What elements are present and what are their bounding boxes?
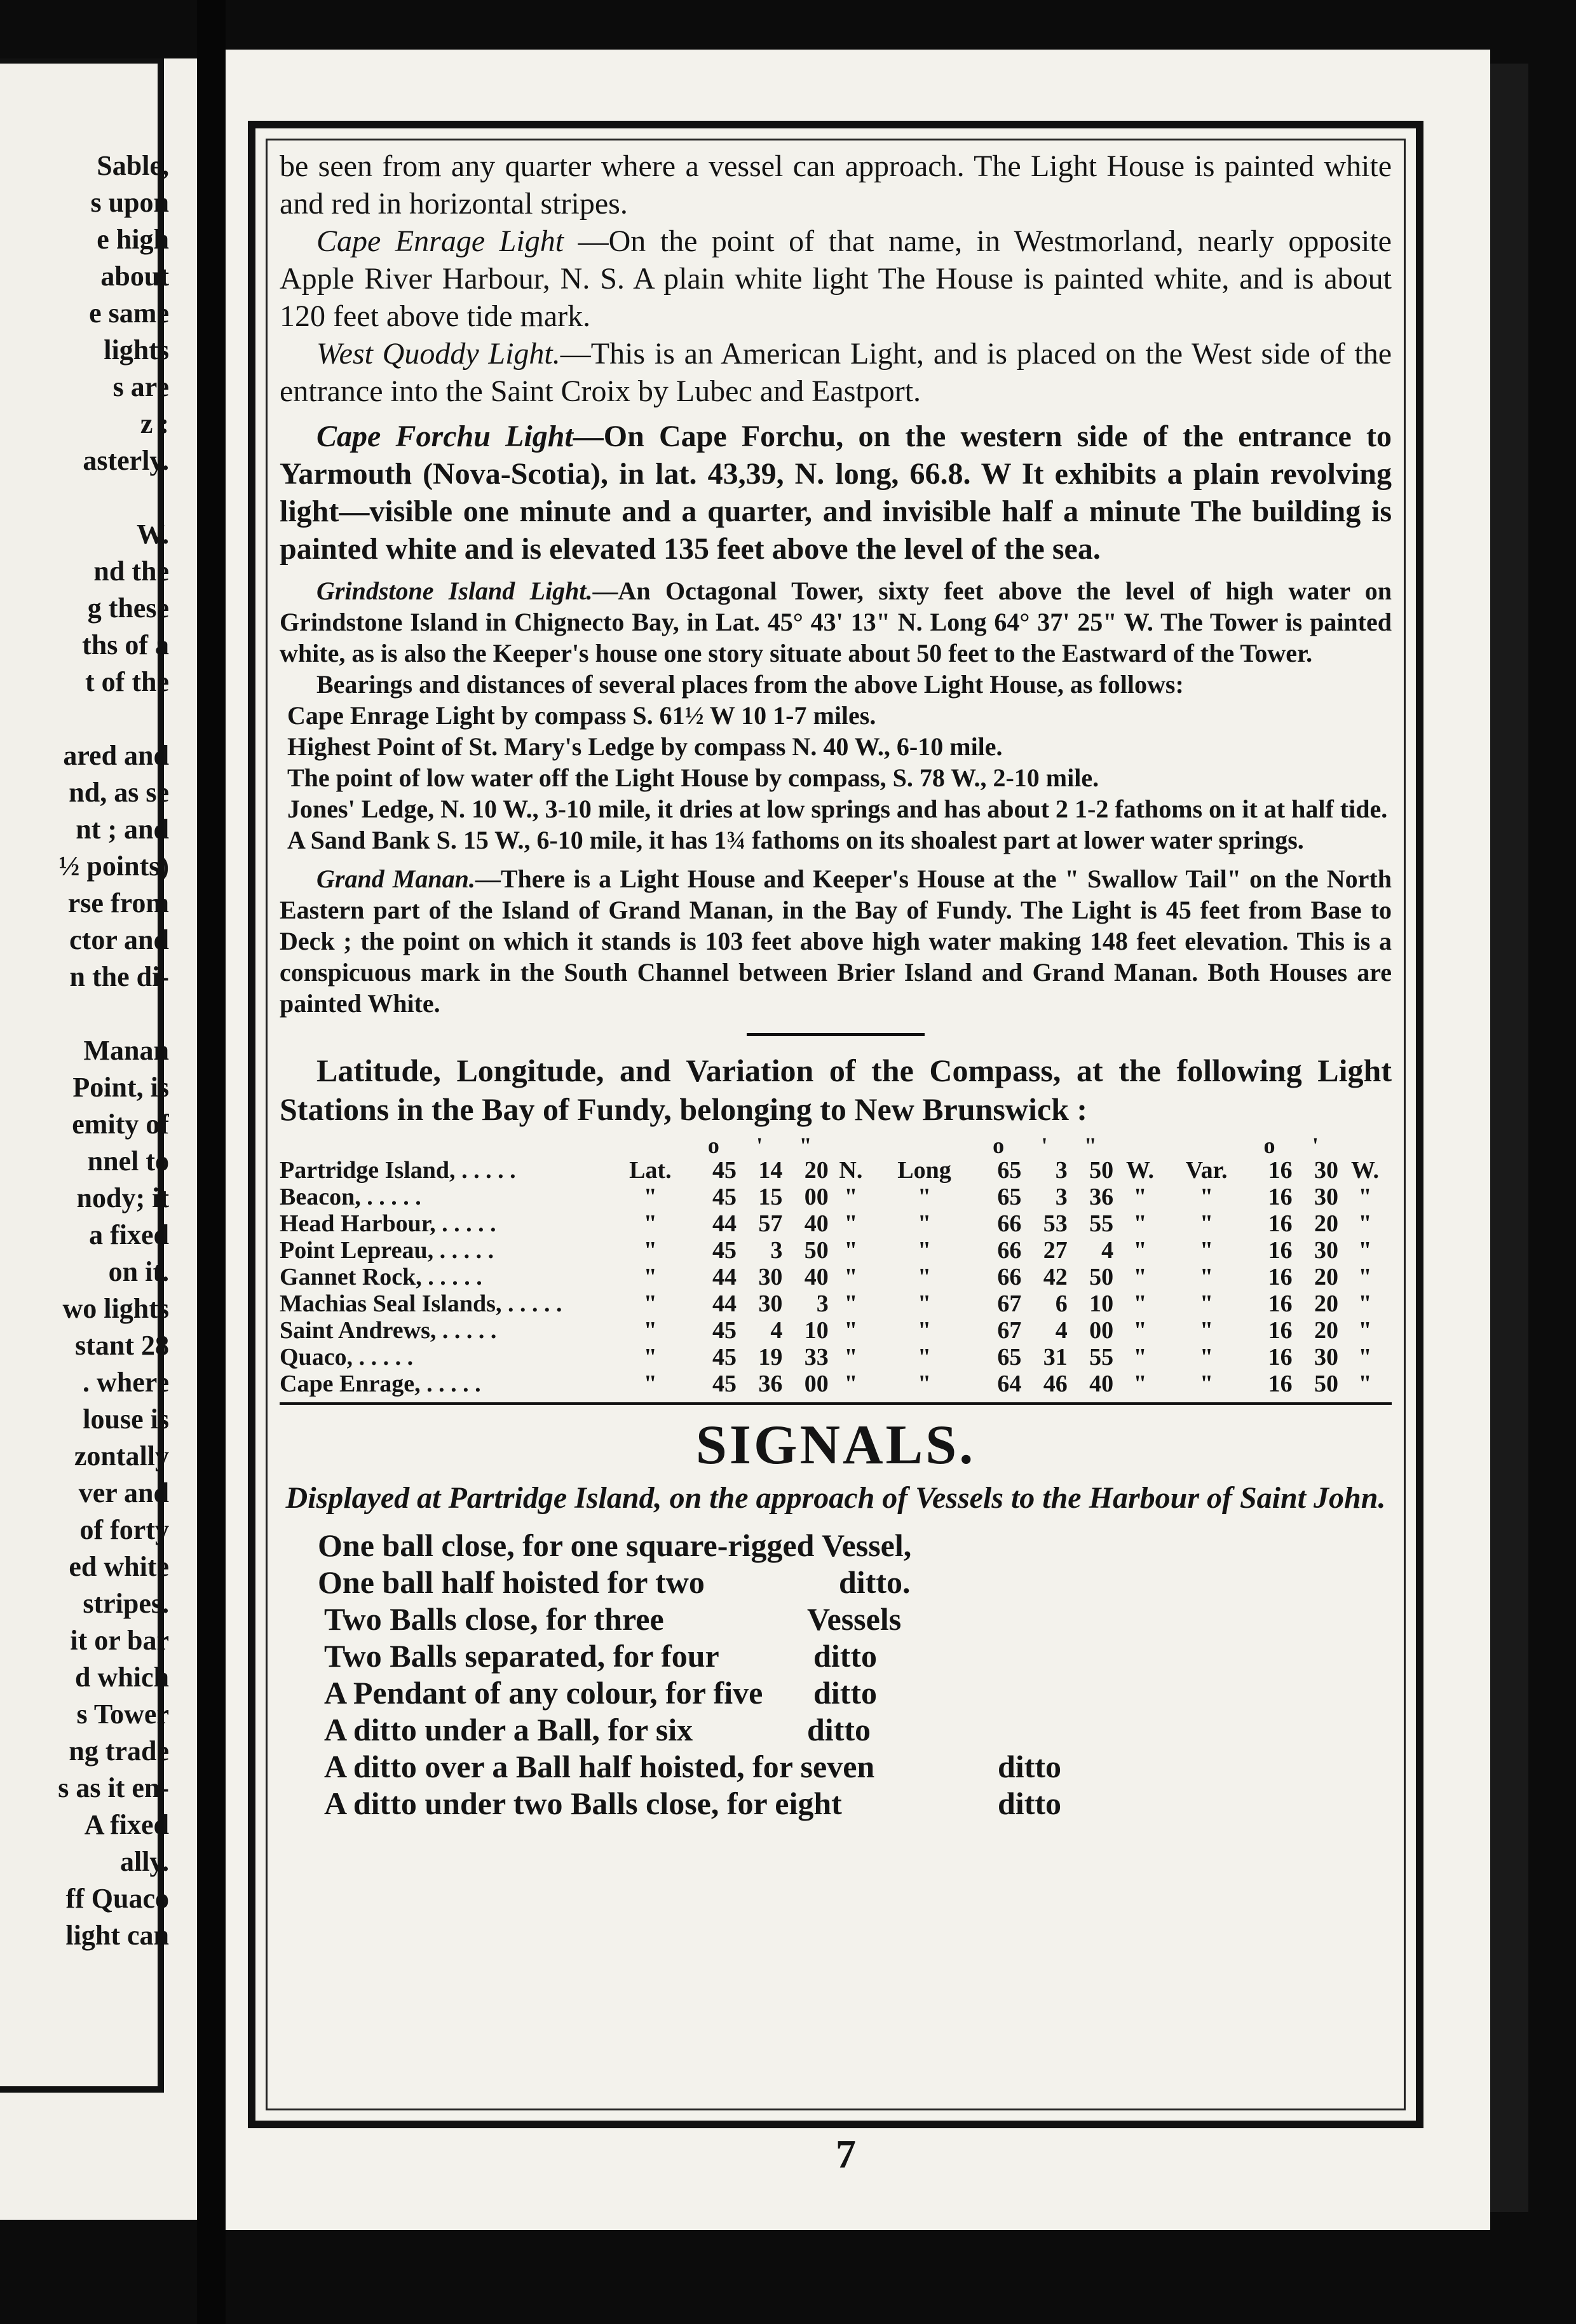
long-hemisphere: W. [1125,1157,1154,1184]
var-label: " [1200,1237,1214,1264]
long-minutes: 3 [1055,1157,1068,1184]
previous-page-line: A fixed [84,1809,169,1840]
previous-page-line: wo lights [62,1293,169,1324]
previous-page-line: it or bar [70,1625,169,1656]
west-quoddy-title: West Quoddy Light. [316,337,560,371]
long-minutes: 3 [1055,1184,1068,1210]
lat-label: " [643,1210,657,1237]
lat-minutes: 30 [758,1290,783,1317]
long-label: " [917,1264,932,1290]
long-label: " [917,1344,932,1370]
long-label: " [917,1210,932,1237]
long-hemisphere: " [1133,1184,1147,1210]
cape-forchu-entry [280,418,1392,568]
previous-page-line: ff Quaco [65,1883,169,1914]
var-label: " [1200,1290,1214,1317]
page-edge [1490,64,1528,2212]
var-degrees: 16 [1268,1210,1293,1237]
long-seconds: 50 [1089,1157,1114,1184]
previous-page-line: e same [89,297,169,329]
lat-label: " [643,1344,657,1370]
table-row [280,1157,1392,1184]
long-seconds: 50 [1089,1264,1114,1290]
var-direction: " [1358,1290,1372,1317]
leader-dots: . . . . . [501,1290,562,1317]
previous-page-line: d which [75,1662,169,1693]
lat-label: Lat. [629,1157,672,1184]
previous-page-line: Point, is [72,1072,169,1103]
leader-dots: . . . . . [420,1370,481,1397]
var-direction: " [1358,1370,1372,1397]
previous-page-line: ally. [119,1846,169,1877]
long-seconds: 4 [1101,1237,1114,1264]
long-seconds: 40 [1089,1370,1114,1397]
page-number: 7 [836,2131,856,2177]
lat-seconds: 40 [804,1264,829,1290]
var-minutes: 50 [1314,1370,1339,1397]
lat-label: " [643,1264,657,1290]
lat-degrees: 44 [712,1290,737,1317]
previous-page-line: lights [104,334,169,366]
var-label: " [1200,1210,1214,1237]
var-direction: " [1358,1317,1372,1344]
var-degrees: 16 [1268,1317,1293,1344]
degree-symbol: ' [1312,1133,1319,1158]
grindstone-entry [280,575,1392,669]
long-seconds: 36 [1089,1184,1114,1210]
previous-page-line: stripes. [83,1588,169,1619]
long-label: " [917,1237,932,1264]
lat-label: " [643,1184,657,1210]
signal-text: One ball half hoisted for two [318,1564,705,1600]
lat-minutes: 14 [758,1157,783,1184]
signal-text: A ditto over a Ball half hoisted, for seven [324,1749,875,1784]
long-label: " [917,1184,932,1210]
var-direction: " [1358,1210,1372,1237]
var-degrees: 16 [1268,1184,1293,1210]
latlong-heading: Latitude, Longitude, and Variation of the Compass, at the following Light Stations in the Bay of Fundy, belonging to New Brunswick : [280,1053,1392,1127]
grindstone-title: Grindstone Island Light. [316,577,593,605]
signal-item [280,1601,1392,1637]
previous-page-line: ver and [78,1477,169,1508]
table-row [280,1290,1392,1317]
west-quoddy-entry [280,335,1392,410]
var-degrees: 16 [1268,1290,1293,1317]
grand-manan-text: —There is a Light House and Keeper's House at the " Swallow Tail" on the North Eastern part of the Island of Grand Manan, in the Bay of Fundy. The Light is 45 feet from Base to Deck ; the point on which it stands is 103 feet above high water making 148 feet elevation. This is a conspicuous mark in the South Channel between Brier Island and Grand Manan. Both Houses are painted White. [280,865,1392,1018]
signal-text: One ball close, for one square-rigged Vessel, [318,1528,912,1563]
degree-symbol [873,1134,975,1157]
long-seconds: 10 [1089,1290,1114,1317]
station-name-text: Head Harbour, [280,1210,436,1237]
previous-page-line: z : [140,408,169,439]
previous-page-line: nd the [93,556,169,587]
signal-item [280,1564,1392,1601]
long-hemisphere: " [1133,1264,1147,1290]
previous-page-line: W. [137,519,169,550]
var-minutes: 30 [1314,1237,1339,1264]
long-minutes: 4 [1055,1317,1068,1344]
var-label: " [1200,1317,1214,1344]
signal-ditto: ditto. [839,1564,911,1600]
long-degrees: 66 [997,1210,1022,1237]
lat-hemisphere: " [844,1237,858,1264]
station-name-text: Point Lepreau, [280,1237,434,1264]
grand-manan-title: Grand Manan. [316,865,475,893]
previous-page-line: louse is [83,1404,169,1435]
previous-page-line: emity of [72,1109,169,1140]
station-name [280,1210,610,1237]
lat-hemisphere: " [844,1210,858,1237]
degree-symbol: o [707,1133,719,1158]
station-name-text: Partridge Island, [280,1157,456,1184]
lat-degrees: 45 [712,1184,737,1210]
previous-page-line: zontally [74,1440,169,1472]
station-name-text: Cape Enrage, [280,1370,421,1397]
lat-minutes: 36 [758,1370,783,1397]
long-minutes: 53 [1043,1210,1068,1237]
book-gutter [197,0,226,2324]
cape-enrage-text: —On the point of that name, in Westmorland, nearly opposite Apple River Harbour, N. S. A plain white light The House is painted white, and is about 120 feet above tide mark. [280,224,1392,333]
long-degrees: 64 [997,1370,1022,1397]
grindstone-text: —An Octagonal Tower, sixty feet above the level of high water on Grindstone Island in Chignecto Bay, in Lat. 45° 43' 13" N. Long 64° 37' 25" W. The Tower is painted white, as is also the Keeper's house one story situate about 50 feet to the Eastward of the Tower. [280,577,1392,667]
var-minutes: 30 [1314,1184,1339,1210]
lat-minutes: 30 [758,1264,783,1290]
previous-page-line: s Tower [76,1699,169,1730]
var-degrees: 16 [1268,1157,1293,1184]
long-degrees: 65 [997,1157,1022,1184]
previous-page-line: g these [87,592,169,624]
signal-ditto: ditto [813,1675,877,1711]
leader-dots: . . . . . [436,1317,497,1344]
station-name-text: Quaco, [280,1344,353,1370]
signals-subtitle [280,1480,1392,1517]
var-direction: " [1358,1344,1372,1370]
long-label: " [917,1317,932,1344]
lat-seconds: 00 [804,1184,829,1210]
lat-minutes: 19 [758,1344,783,1370]
long-degrees: 65 [997,1344,1022,1370]
long-label: " [917,1290,932,1317]
table-row [280,1264,1392,1290]
grand-manan-entry [280,863,1392,1019]
lat-seconds: 50 [804,1237,829,1264]
station-name-text: Machias Seal Islands, [280,1290,502,1317]
var-degrees: 16 [1268,1370,1293,1397]
var-degrees: 16 [1268,1237,1293,1264]
station-name-text: Saint Andrews, [280,1317,437,1344]
long-seconds: 00 [1089,1317,1114,1344]
page-content [280,147,1392,1822]
previous-page-line: nd, as se [69,777,169,808]
leader-dots: . . . . . [421,1264,482,1290]
station-name [280,1237,610,1264]
lat-degrees: 45 [712,1237,737,1264]
previous-page-line: about [100,261,169,292]
var-degrees: 16 [1268,1264,1293,1290]
lat-minutes: 4 [770,1317,783,1344]
leader-dots: . . . . . [435,1210,496,1237]
lat-seconds: 00 [804,1370,829,1397]
var-minutes: 30 [1314,1157,1339,1184]
previous-page-line: s are [112,371,169,402]
long-hemisphere: " [1133,1344,1147,1370]
previous-page-line: s upon [90,187,169,218]
previous-page-line: t of the [85,666,169,697]
west-quoddy-text: —This is an American Light, and is placed on the West side of the entrance into the Saint Croix by Lubec and Eastport. [280,337,1392,408]
previous-page-line: nt ; and [76,814,169,845]
lat-label: " [643,1370,657,1397]
previous-page-line: stant 28 [75,1330,169,1361]
lat-seconds: 40 [804,1210,829,1237]
long-hemisphere: " [1133,1210,1147,1237]
previous-page-line: light can [65,1920,169,1951]
lat-seconds: 10 [804,1317,829,1344]
station-name [280,1184,610,1210]
degree-symbol: o [1263,1133,1275,1158]
signal-ditto: ditto [813,1638,877,1674]
long-seconds: 55 [1089,1210,1114,1237]
signal-ditto: ditto [998,1786,1061,1821]
long-minutes: 31 [1043,1344,1068,1370]
lat-degrees: 44 [712,1264,737,1290]
previous-page-line: ed white [69,1551,169,1582]
cape-enrage-entry [280,222,1392,335]
station-name [280,1290,610,1317]
long-minutes: 46 [1043,1370,1068,1397]
previous-page-line: . where [82,1367,169,1398]
previous-page-line: rse from [67,887,169,919]
degree-symbol: " [799,1133,812,1158]
degree-symbol [610,1134,691,1157]
signal-text: Two Balls close, for three [324,1601,664,1637]
degree-symbol: ' [756,1133,763,1158]
lat-seconds: 20 [804,1157,829,1184]
var-minutes: 20 [1314,1210,1339,1237]
lat-seconds: 33 [804,1344,829,1370]
degree-symbol: " [1084,1133,1097,1158]
lat-seconds: 3 [816,1290,829,1317]
signal-text: A ditto under two Balls close, for eight [324,1786,842,1821]
lat-hemisphere: " [844,1344,858,1370]
station-name-text: Gannet Rock, [280,1264,422,1290]
station-name [280,1317,610,1344]
previous-page-line: n the di- [69,961,169,992]
signal-ditto: ditto [807,1712,871,1747]
bearings-list [280,700,1392,856]
lat-hemisphere: N. [839,1157,863,1184]
lat-hemisphere: " [844,1317,858,1344]
long-minutes: 42 [1043,1264,1068,1290]
table-row [280,1184,1392,1210]
bearing-item: Highest Point of St. Mary's Ledge by compass N. 40 W., 6-10 mile. [287,732,1003,761]
signals-subtitle-rest: on the approach of Vessels to the Harbour of Saint John. [662,1481,1386,1515]
lat-degrees: 44 [712,1210,737,1237]
table-row [280,1370,1392,1397]
lat-minutes: 57 [758,1210,783,1237]
var-direction: " [1358,1264,1372,1290]
long-degrees: 66 [997,1264,1022,1290]
signals-title: SIGNALS. [695,1414,976,1476]
previous-page-line: nnel to [87,1145,169,1177]
long-hemisphere: " [1133,1317,1147,1344]
lat-degrees: 45 [712,1317,737,1344]
signal-item [280,1748,1392,1785]
leader-dots: . . . . . [455,1157,516,1184]
signal-item [280,1674,1392,1711]
previous-page-border [0,58,164,2093]
lat-hemisphere: " [844,1264,858,1290]
previous-page-line: ctor and [69,924,169,955]
station-name [280,1370,610,1397]
long-hemisphere: " [1133,1237,1147,1264]
station-name [280,1157,610,1184]
section-rule [747,1033,925,1036]
previous-page-line: asterly. [83,445,169,476]
signal-item [280,1637,1392,1674]
previous-page-line: ½ points) [58,851,169,882]
previous-page-line: e high [97,224,169,255]
lat-degrees: 45 [712,1344,737,1370]
var-direction: " [1358,1237,1372,1264]
table-rule [280,1402,1392,1405]
degree-symbol [829,1134,873,1157]
bearing-item: A Sand Bank S. 15 W., 6-10 mile, it has 1¾ fathoms on its shoalest part at lower water springs. [287,826,1304,854]
var-minutes: 20 [1314,1317,1339,1344]
lat-minutes: 3 [770,1237,783,1264]
lat-label: " [643,1237,657,1264]
var-label: " [1200,1184,1214,1210]
var-degrees: 16 [1268,1344,1293,1370]
degree-symbol: o [993,1133,1005,1158]
bearing-item: Cape Enrage Light by compass S. 61½ W 10 1-7 miles. [287,701,876,730]
bearing-item: Jones' Ledge, N. 10 W., 3-10 mile, it dries at low springs and has about 2 1-2 fathoms on it at half tide. [287,795,1388,823]
degree-symbol-row [280,1134,1392,1157]
var-direction: W. [1351,1157,1380,1184]
lat-hemisphere: " [844,1184,858,1210]
long-minutes: 27 [1043,1237,1068,1264]
long-degrees: 67 [997,1317,1022,1344]
signal-text: A ditto under a Ball, for six [324,1712,693,1747]
lat-label: " [643,1290,657,1317]
table-row [280,1344,1392,1370]
station-name-text: Beacon, [280,1184,361,1210]
leader-dots: . . . . . [433,1237,494,1264]
table-row [280,1237,1392,1264]
signal-item [280,1527,1392,1564]
degree-symbol [1338,1134,1392,1157]
long-label: " [917,1370,932,1397]
long-label: Long [897,1157,951,1184]
lat-degrees: 45 [712,1157,737,1184]
lat-hemisphere: " [844,1290,858,1317]
bearings-intro: Bearings and distances of several places from the above Light House, as follows: [316,670,1184,699]
var-direction: " [1358,1184,1372,1210]
bearing-item: The point of low water off the Light House by compass, S. 78 W., 2-10 mile. [287,763,1099,792]
var-minutes: 20 [1314,1290,1339,1317]
signal-item [280,1711,1392,1748]
var-label: Var. [1185,1157,1228,1184]
lat-degrees: 45 [712,1370,737,1397]
signal-text: A Pendant of any colour, for five [324,1675,763,1711]
previous-page-line: ared and [63,740,169,771]
table-row [280,1317,1392,1344]
signals-subtitle-place: Displayed at Partridge Island, [285,1481,662,1515]
var-label: " [1200,1344,1214,1370]
long-degrees: 66 [997,1237,1022,1264]
previous-page-line: s as it en- [58,1772,169,1803]
table-row [280,1210,1392,1237]
var-minutes: 20 [1314,1264,1339,1290]
previous-page-line: of forty [79,1514,169,1545]
long-hemisphere: " [1133,1370,1147,1397]
leader-dots: . . . . . [360,1184,421,1210]
long-degrees: 65 [997,1184,1022,1210]
degree-symbol: ' [1041,1133,1048,1158]
long-minutes: 6 [1055,1290,1068,1317]
station-name [280,1344,610,1370]
lat-hemisphere: " [844,1370,858,1397]
station-name [280,1264,610,1290]
degree-symbol [1113,1134,1167,1157]
signal-item [280,1785,1392,1822]
previous-page-line: Sable, [97,150,169,181]
previous-page-line: ths of a [82,629,169,660]
long-degrees: 67 [997,1290,1022,1317]
signal-list [280,1527,1392,1822]
cape-forchu-title: Cape Forchu Light [316,420,573,453]
var-label: " [1200,1370,1214,1397]
previous-page-line: on it. [108,1256,169,1287]
var-label: " [1200,1264,1214,1290]
cape-forchu-text: —On Cape Forchu, on the western side of the entrance to Yarmouth (Nova-Scotia), in lat. 43,39, N. long, 66.8. W It exhibits a plain revolving light—visible one minute and a quarter, and invisible half a minute The building is painted white and is elevated 135 feet above the level of the sea. [280,420,1392,566]
previous-page-line: nody; it [76,1182,169,1213]
previous-page-line: ng trade [69,1735,169,1767]
cape-enrage-title: Cape Enrage Light [316,224,564,258]
lat-minutes: 15 [758,1184,783,1210]
degree-symbol [280,1134,610,1157]
var-minutes: 30 [1314,1344,1339,1370]
signal-ditto: ditto [998,1749,1061,1784]
lat-label: " [643,1317,657,1344]
previous-page-line: a fixed [89,1219,169,1250]
signal-ditto: Vessels [807,1601,902,1637]
previous-page-line: Manan [83,1035,169,1066]
light-stations-table [280,1134,1392,1397]
long-hemisphere: " [1133,1290,1147,1317]
leader-dots: . . . . . [353,1344,414,1370]
signal-text: Two Balls separated, for four [324,1638,719,1674]
opening-paragraph: be seen from any quarter where a vessel can approach. The Light House is painted white and red in horizontal stripes. [280,149,1392,221]
degree-symbol [1167,1134,1246,1157]
long-seconds: 55 [1089,1344,1114,1370]
